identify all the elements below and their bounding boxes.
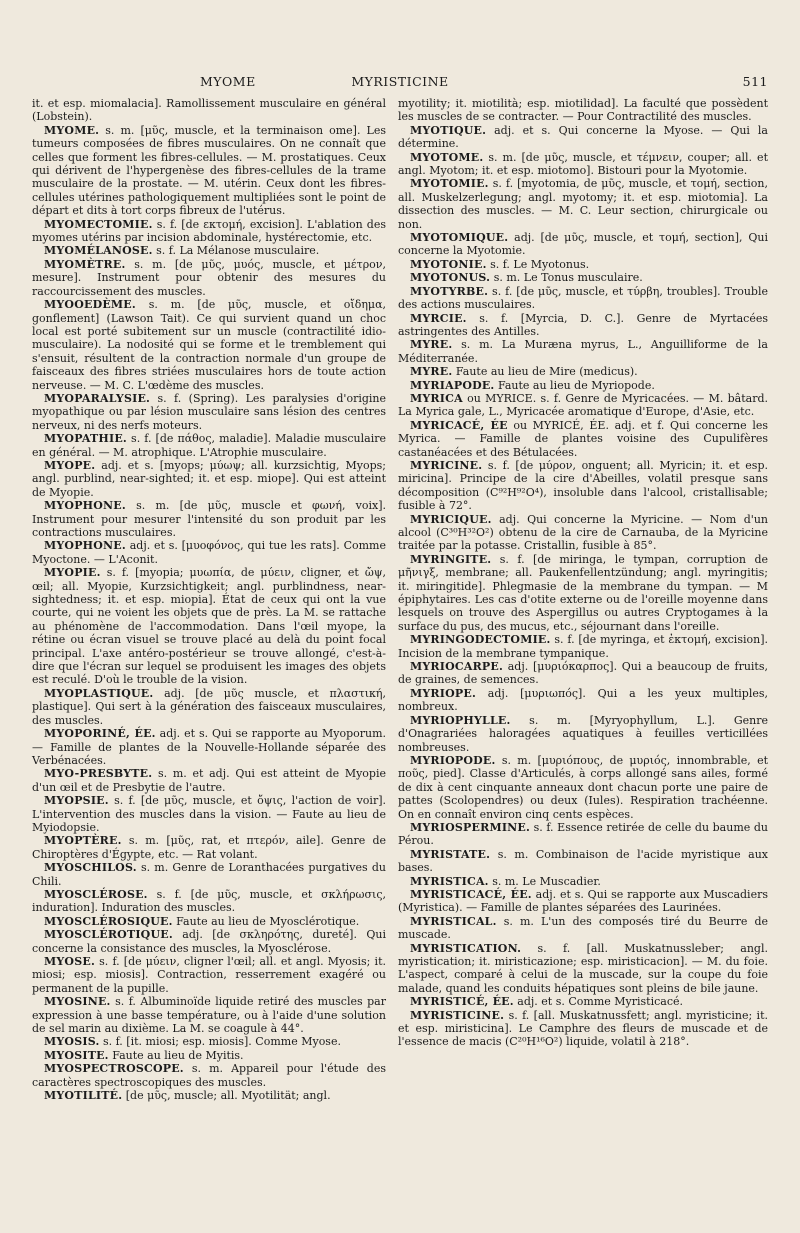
entry-headword: MYRISTICAL. — [410, 914, 497, 928]
dictionary-entry — [398, 714, 768, 754]
entry-headword: MYRICACÉ, ÉE — [410, 418, 508, 432]
running-header — [0, 74, 800, 96]
entry-headword: MYOPE. — [44, 458, 96, 472]
dictionary-entry — [398, 97, 768, 124]
entry-definition: adj. [μυριωπός]. Qui a les yeux multiples, nombreux. — [398, 686, 768, 714]
entry-definition: s. m. [de μῦς, muscle, et τέμνειν, couper; all. et angl. Myotom; it. et esp. miotomo]. Bistouri pour la Myotomie. — [398, 150, 768, 178]
dictionary-entry — [32, 928, 386, 955]
entry-headword: MYRICIQUE. — [410, 512, 492, 526]
entry-definition: s. f. [de εκτομή, excision]. L'ablation des myomes utérins par incision abdominale, hystérectomie, etc. — [32, 217, 386, 245]
entry-headword: MYOSCLÉROTIQUE. — [44, 928, 173, 942]
dictionary-entry — [398, 231, 768, 258]
entry-headword: MYOPHONE. — [44, 499, 126, 513]
entry-headword: MYOSIS. — [44, 1035, 100, 1049]
header-center-word: MYRISTICINE — [351, 74, 449, 89]
dictionary-entry — [32, 218, 386, 245]
dictionary-entry — [32, 915, 386, 928]
entry-definition: s. f. Le Myotonus. — [486, 257, 590, 271]
entry-headword: MYRISTATE. — [410, 847, 491, 861]
dictionary-entry — [398, 151, 768, 178]
dictionary-entry — [398, 633, 768, 660]
dictionary-entry — [398, 271, 768, 284]
entry-definition: s. f. [de μῦς, muscle, et τύρβη, troubles]. Trouble des actions musculaires. — [398, 284, 768, 312]
entry-definition: adj. et s. [myops; μύωψ; all. kurzsichtig, Myops; angl. purblind, near-sighted; it. et esp. miope]. Qui est atteint de Myopie. — [32, 458, 386, 499]
entry-headword: MYRIOSPERMINE. — [410, 820, 531, 834]
entry-headword: MYRIOPODE. — [410, 753, 496, 767]
dictionary-entry — [398, 875, 768, 888]
entry-headword: MYOME. — [44, 123, 100, 137]
entry-definition: s. m. Genre de Loranthacées purgatives du Chili. — [32, 861, 386, 888]
left-column — [32, 97, 386, 1102]
entry-headword: MYOSCLÉROSE. — [44, 887, 148, 901]
entry-definition: Faute au lieu de Mire (medicus). — [452, 365, 638, 379]
entry-definition: s. m. La Muræna myrus, L., Anguilliforme de la Méditerranée. — [398, 338, 768, 365]
entry-definition: s. f. [de μῦς, muscle, et σκλήρωσις, induration]. Induration des muscles. — [32, 887, 386, 915]
entry-definition: adj. [de μῦς muscle, et πλαστική, plastique]. Qui sert à la génération des faisceaux musculaires, des muscles. — [32, 686, 386, 727]
dictionary-entry — [32, 124, 386, 218]
dictionary-entry — [398, 365, 768, 378]
entry-definition: s. m. Appareil pour l'étude des caractères spectroscopiques des muscles. — [32, 1062, 386, 1089]
entry-headword: MYOSINE. — [44, 995, 111, 1009]
entry-definition: s. f. [Myrcia, D. C.]. Genre de Myrtacées astringentes des Antilles. — [398, 311, 768, 338]
entry-headword: MYOMECTOMIE. — [44, 217, 153, 231]
entry-definition: Faute au lieu de Myitis. — [108, 1048, 244, 1062]
dictionary-entry — [32, 888, 386, 915]
dictionary-entry — [32, 298, 386, 392]
dictionary-entry — [398, 848, 768, 875]
entry-definition: s. f. Essence retirée de celle du baume du Pérou. — [398, 820, 768, 848]
entry-headword: MYRIOCARPE. — [410, 660, 504, 674]
dictionary-entry — [398, 553, 768, 633]
dictionary-entry — [32, 1049, 386, 1062]
entry-definition: s. m. et adj. Qui est atteint de Myopie d'un œil et de Presbytie de l'autre. — [32, 767, 386, 794]
entry-headword: MYOTOME. — [410, 150, 484, 164]
dictionary-entry — [32, 1089, 386, 1102]
dictionary-entry — [398, 459, 768, 513]
entry-headword: MYRE. — [410, 338, 453, 352]
entry-headword: MYOPIE. — [44, 566, 101, 580]
dictionary-entry — [398, 177, 768, 231]
entry-headword: MYOPATHIE. — [44, 432, 127, 446]
dictionary-entry — [398, 687, 768, 714]
entry-headword: MYOTOMIE. — [410, 177, 489, 191]
entry-definition: s. f. [de μύειν, cligner l'œil; all. et angl. Myosis; it. miosi; esp. miosis]. Contraction, resserrement exagéré ou permanent de la pupille. — [32, 955, 386, 995]
dictionary-entry — [32, 459, 386, 499]
dictionary-entry — [398, 379, 768, 392]
dictionary-entry — [32, 687, 386, 727]
dictionary-entry — [32, 258, 386, 298]
entry-headword: MYOTONIE. — [410, 257, 487, 271]
entry-definition: adj. [μυριόκαρπος]. Qui a beaucoup de fruits, de graines, de semences. — [398, 660, 768, 687]
entry-headword: MYO-PRESBYTE. — [44, 767, 153, 781]
entry-definition: Faute au lieu de Myosclérotique. — [172, 914, 360, 928]
entry-headword: MYOTONUS. — [410, 271, 491, 285]
entry-headword: MYOPLASTIQUE. — [44, 686, 154, 700]
entry-definition: s. f. (Spring). Les paralysies d'origine myopathique ou par lésion musculaire sans lésion des centres nerveux, ni des nerfs moteurs. — [32, 391, 386, 432]
entry-headword: MYOPSIE. — [44, 794, 109, 808]
entry-headword: MYRISTICACÉ, ÉE. — [410, 887, 532, 901]
entry-definition: adj. et s. [μυοφόνος, qui tue les rats]. Comme Myoctone. — L'Aconit. — [32, 539, 386, 566]
entry-definition: s. f. Albuminoïde liquide retiré des muscles par expression à une basse température, ou à l'aide d'une solution de sel marin au dixième. La M. se coagule à 44°. — [32, 995, 386, 1036]
entry-definition: s. f. [de μῦς, muscle, et ὄψις, l'action de voir]. L'intervention des muscles dans la vision. — Faute au lieu de Myiodopsie. — [32, 794, 386, 834]
dictionary-entry — [398, 1009, 768, 1049]
entry-definition: adj. et s. Qui se rapporte aux Muscadiers (Myristica). — Famille de plantes séparées des Laurinées. — [398, 887, 768, 915]
dictionary-entry — [32, 861, 386, 888]
entry-headword: MYRISTICÉ, ÉE. — [410, 995, 514, 1009]
entry-headword: MYOPARALYSIE. — [44, 391, 151, 405]
entry-headword: MYOPORINÉ, ÉE. — [44, 727, 156, 741]
entry-definition: adj. Qui concerne la Myricine. — Nom d'un alcool (C³⁰H³²O²) obtenu de la cire de Carnauba, de la Myricine traitée par la potasse. Cristallin, fusible à 85°. — [398, 512, 768, 553]
dictionary-entry — [32, 432, 386, 459]
page-number: 511 — [742, 74, 768, 89]
entry-definition: s. m. Combinaison de l'acide myristique aux bases. — [398, 847, 768, 875]
entry-definition: s. m. L'un des composés tiré du Beurre de muscade. — [398, 914, 768, 942]
entry-definition: it. et esp. miomalacia]. Ramollissement musculaire en général (Lobstein). — [32, 97, 386, 124]
dictionary-entry — [398, 419, 768, 459]
dictionary-entry — [32, 834, 386, 861]
entry-headword: MYOTYRBE. — [410, 284, 489, 298]
entry-headword: MYRINGITE. — [410, 552, 492, 566]
dictionary-entry — [398, 915, 768, 942]
entry-headword: MYOOEDÈME. — [44, 298, 136, 312]
entry-definition: s. f. [de μύρον, onguent; all. Myricin; it. et esp. miricina]. Principe de la cire d'Abeilles, volatil presque sans décomposition (C⁹²H⁹²O⁴), insoluble dans l'alcool, cristallisable; fusible à 72°. — [398, 458, 768, 513]
dictionary-entry — [32, 727, 386, 767]
dictionary-entry — [398, 338, 768, 365]
dictionary-entry — [32, 539, 386, 566]
entry-definition: [de μῦς, muscle; all. Myotilität; angl. — [122, 1089, 331, 1103]
entry-definition: s. m. [de μῦς, μυός, muscle, et μέτρον, mesure]. Instrument pour obtenir des mesures du raccourcissement des muscles. — [32, 257, 386, 298]
dictionary-entry — [32, 97, 386, 124]
entry-headword: MYOPTÈRE. — [44, 834, 122, 848]
entry-headword: MYRCIE. — [410, 311, 467, 325]
dictionary-entry — [32, 1035, 386, 1048]
entry-definition: adj. et s. Qui se rapporte au Myoporum. — Famille de plantes de la Nouvelle-Hollande séparée des Verbénacées. — [32, 727, 387, 767]
entry-headword: MYOSITE. — [44, 1048, 109, 1062]
entry-headword: MYOPHONE. — [44, 539, 126, 553]
entry-definition: s. m. Le Muscadier. — [488, 874, 601, 888]
entry-definition: s. m. Le Tonus musculaire. — [490, 271, 643, 285]
dictionary-entry — [398, 995, 768, 1008]
entry-definition: myotility; it. miotilità; esp. miotilidad]. La faculté que possèdent les muscles de se contracter. — Pour Contractilité des muscles. — [398, 97, 768, 124]
entry-headword: MYOSCHILOS. — [44, 861, 137, 875]
entry-headword: MYOSE. — [44, 955, 95, 968]
entry-headword: MYRIOPE. — [410, 686, 476, 700]
entry-headword: MYRICA — [410, 391, 463, 405]
dictionary-entry — [398, 312, 768, 339]
dictionary-entry — [398, 124, 768, 151]
dictionary-entry — [398, 513, 768, 553]
entry-definition: ou MYRICE. s. f. Genre de Myricacées. — M. bâtard. La Myrica gale, L., Myricacée aromatique d'Europe, d'Asie, etc. — [398, 391, 768, 419]
entry-headword: MYOSPECTROSCOPE. — [44, 1062, 184, 1076]
entry-definition: s. m. [de μῦς, muscle et φωνή, voix]. Instrument pour mesurer l'intensité du son produit par les contractions musculaires. — [32, 499, 386, 539]
dictionary-entry — [398, 754, 768, 821]
entry-definition: s. f. [de myringa, et ἐκτομή, excision]. Incision de la membrane tympanique. — [398, 633, 768, 660]
entry-definition: s. f. [de miringa, le tympan, corruption de μῆνιγξ, membrane; all. Paukenfellentzündung; angl. myringitis; it. miringitide]. Phlegmasie de la membrane du tympan. — M épiphytaires. Les cas d'otite externe ou de l'oreille moyenne dans lesquels on trouve des Aspergillus ou autres Cryptogames à la surface du pus, des mucus, etc., séjournant dans l'oreille. — [398, 552, 768, 633]
entry-definition: s. f. [all. Muskatnussleber; angl. myristication; it. miristicazione; esp. miristicacion]. — M. du foie. L'aspect, comparé à celui de la muscade, sur la coupe du foie malade, quand les conduits hépatiques sont pleins de bile jaune. — [398, 941, 768, 995]
entry-definition: adj. et s. Comme Myristicacé. — [513, 995, 683, 1009]
entry-definition: adj. et s. Qui concerne la Myose. — Qui la détermine. — [398, 123, 768, 151]
entry-headword: MYRINGODECTOMIE. — [410, 633, 551, 647]
entry-headword: MYRICINE. — [410, 458, 483, 472]
entry-definition: s. f. [it. miosi; esp. miosis]. Comme Myose. — [99, 1035, 341, 1049]
entry-headword: MYRISTICINE. — [410, 1008, 505, 1022]
dictionary-entry — [32, 767, 386, 794]
entry-definition: adj. [de μῦς, muscle, et τομή, section], Qui concerne la Myotomie. — [398, 231, 768, 258]
dictionary-entry — [32, 995, 386, 1035]
entry-definition: s. m. [μῦς, muscle, et la terminaison ome]. Les tumeurs composées de fibres musculaires. On ne connaît que celles que forment les fibres-cellules. — M. prostatiques. Ceux qui dérivent de l'hypergenèse des fibres-cellules de la trame musculaire de la prostate. — M. utérin. Ceux dont les fibres-cellules utérines pathologiquement multipliées sont le point de départ et dits à tort corps fibreux de l'utérus. — [32, 123, 386, 218]
entry-headword: MYRE. — [410, 365, 453, 379]
dictionary-entry — [32, 392, 386, 432]
dictionary-entry — [32, 244, 386, 257]
entry-headword: MYOMÈTRE. — [44, 257, 126, 271]
entry-definition: s. m. [μῦς, rat, et πτερόν, aile]. Genre de Chiroptères d'Égypte, etc. — Rat volant. — [32, 834, 386, 861]
entry-definition: Faute au lieu de Myriopode. — [494, 378, 655, 392]
right-column — [398, 97, 768, 1049]
dictionary-entry — [398, 660, 768, 687]
dictionary-entry — [398, 888, 768, 915]
entry-headword: MYOSCLÉROSIQUE. — [44, 914, 173, 928]
entry-definition: s. f. [myotomia, de μῦς, muscle, et τομή, section, all. Muskelzerlegung; angl. myotomy; it. et esp. miotomia]. La dissection des muscles. — M. C. Leur section, chirurgicale ou non. — [398, 177, 768, 231]
dictionary-entry — [398, 285, 768, 312]
dictionary-entry — [32, 794, 386, 834]
entry-definition: s. f. La Mélanose musculaire. — [152, 244, 320, 258]
dictionary-entry — [398, 258, 768, 271]
entry-definition: ou MYRICÉ, ÉE. adj. et f. Qui concerne les Myrica. — Famille de plantes voisine des Cupulifères castanéacées et des Bétulacées. — [398, 418, 768, 459]
entry-headword: MYRISTICATION. — [410, 941, 522, 955]
entry-definition: adj. [de σκληρότης, dureté]. Qui concerne la consistance des muscles, la Myosclérose. — [32, 928, 386, 955]
entry-definition: s. m. [de μῦς, muscle, et οἴδημα, gonflement] (Lawson Tait). Ce qui survient quand un choc local est porté subitement sur un muscle (contractilité idio-musculaire). La nodosité qui se forme et le tremblement qui s'ensuit, résultent de la contraction normale d'un groupe de faisceaux des fibres striées musculaires hors de toute action nerveuse. — M. C. L'œdème des muscles. — [32, 298, 386, 392]
header-left-word: MYOME — [200, 74, 256, 89]
dictionary-entry — [398, 821, 768, 848]
entry-definition: s. f. [myopia; μυωπία, de μύειν, cligner, et ὤψ, œil; all. Myopie, Kurzsichtigkeit; angl. purblindness, near-sightedness; it. et esp. miopia]. État de ceux qui ont la vue courte, qui ne voient les objets que de près. La M. se rattache au phénomène de l'accommodation. Dans l'œil myope, la rétine ou écran visuel se trouve placé au delà du point focal principal. L'axe antéro-postérieur se trouve allongé, c'est-à-dire que l'écran sur lequel se produisent les images des objets est reculé. D'où le trouble de la vision. — [32, 566, 386, 687]
entry-headword: MYRISTICA. — [410, 874, 489, 888]
entry-headword: MYOTIQUE. — [410, 123, 487, 137]
entry-headword: MYOTOMIQUE. — [410, 231, 509, 245]
dictionary-entry — [32, 566, 386, 687]
entry-definition: s. f. [all. Muskatnussfett; angl. myristicine; it. et esp. miristicina]. Le Camphre des fleurs de muscade et de l'essence de macis (C²⁰H¹⁶O²) liquide, volatil à 218°. — [398, 1008, 768, 1049]
dictionary-entry — [398, 392, 768, 419]
entry-definition: s. f. [de πάθος, maladie]. Maladie musculaire en général. — M. atrophique. L'Atrophie musculaire. — [32, 432, 386, 459]
entry-definition: s. m. [Myryophyllum, L.]. Genre d'Onagrariées haloragées aquatiques à feuilles verticillées nombreuses. — [398, 713, 768, 754]
entry-headword: MYOTILITÉ. — [44, 1089, 123, 1103]
entry-definition: s. m. [μυριόπους, de μυριός, innombrable, et ποῦς, pied]. Classe d'Articulés, à corps allongé sans ailes, formé de dix à cent cinquante anneaux dont chacun porte une paire de pattes (Scolopendres) ou deux (Iules). Respiration trachéenne. On en connaît environ cinq cents espèces. — [398, 753, 768, 821]
dictionary-entry — [32, 499, 386, 539]
entry-headword: MYRIAPODE. — [410, 378, 495, 392]
entry-headword: MYOMÉLANOSE. — [44, 244, 153, 258]
dictionary-entry — [398, 942, 768, 996]
dictionary-entry — [32, 955, 386, 995]
dictionary-entry — [32, 1062, 386, 1089]
entry-headword: MYRIOPHYLLE. — [410, 713, 511, 727]
